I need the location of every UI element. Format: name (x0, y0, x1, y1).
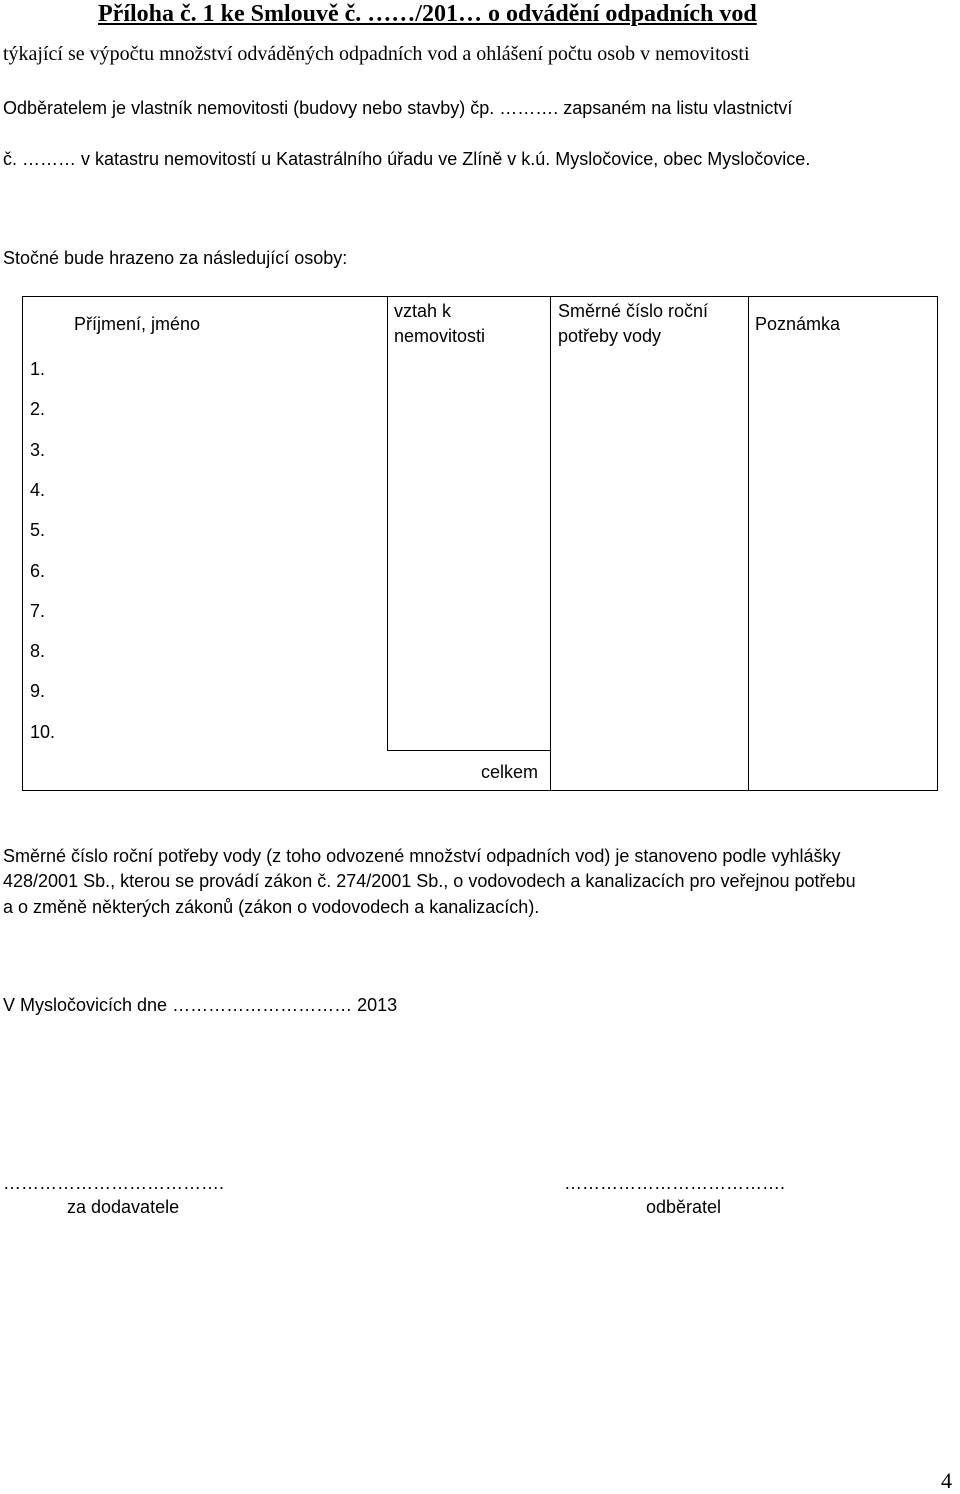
table-col-divider-consumption (550, 296, 551, 791)
document-title: Příloha č. 1 ke Smlouvě č. ……/201… o odvádění odpadních vod (98, 1, 757, 27)
table-row-number: 10. (30, 722, 56, 742)
header-name: Příjmení, jméno (74, 314, 201, 334)
footnote-line-2: 428/2001 Sb., kterou se provádí zákon č. 274/2001 Sb., o vodovodech a kanalizacích pro veřejnou potřebu (3, 871, 856, 891)
supplier-signature-dots: ………………………………. (3, 1173, 225, 1193)
table-top-border (22, 296, 938, 297)
footnote-line-3: a o změně některých zákonů (zákon o vodovodech a kanalizacích). (3, 897, 540, 917)
supplier-signature-label: za dodavatele (67, 1197, 180, 1217)
customer-signature-dots: ………………………………. (564, 1173, 786, 1193)
table-row-number: 9. (30, 681, 46, 701)
table-right-border (937, 296, 938, 791)
header-note: Poznámka (755, 314, 841, 334)
owner-line-2: č. ……… v katastru nemovitostí u Katastrálního úřadu ve Zlíně v k.ú. Mysločovice, obec Mysločovice. (3, 149, 811, 169)
table-row-number: 6. (30, 561, 46, 581)
table-total-divider (387, 750, 551, 751)
header-consumption-line2: potřeby vody (558, 326, 662, 346)
table-bottom-border (22, 790, 938, 791)
persons-intro: Stočné bude hrazeno za následující osoby: (3, 248, 348, 268)
customer-signature-label: odběratel (646, 1197, 722, 1217)
header-relation-line1: vztah k (394, 301, 452, 321)
table-row-number: 1. (30, 359, 46, 379)
table-row-number: 2. (30, 399, 46, 419)
document-subtitle: týkající se výpočtu množství odváděných odpadních vod a ohlášení počtu osob v nemovitosti (3, 43, 750, 65)
table-row-number: 8. (30, 641, 46, 661)
place-date-line: V Mysločovicích dne ………………………… 2013 (3, 995, 398, 1015)
table-row-number: 7. (30, 601, 46, 621)
owner-line-1: Odběratelem je vlastník nemovitosti (budovy nebo stavby) čp. ………. zapsaném na listu vlastnictví (3, 98, 793, 118)
header-consumption-line1: Směrné číslo roční (558, 301, 709, 321)
table-row-number: 4. (30, 480, 46, 500)
header-relation-line2: nemovitosti (394, 326, 486, 346)
table-row-number: 3. (30, 440, 46, 460)
table-total-label: celkem (481, 762, 539, 782)
table-row-number: 5. (30, 520, 46, 540)
page-number: 4 (941, 1468, 952, 1493)
table-left-border (22, 296, 23, 791)
table-col-divider-relation (387, 296, 388, 751)
footnote-line-1: Směrné číslo roční potřeby vody (z toho odvozené množství odpadních vod) je stanoveno podle vyhlášky (3, 846, 841, 866)
table-col-divider-note (748, 296, 749, 791)
